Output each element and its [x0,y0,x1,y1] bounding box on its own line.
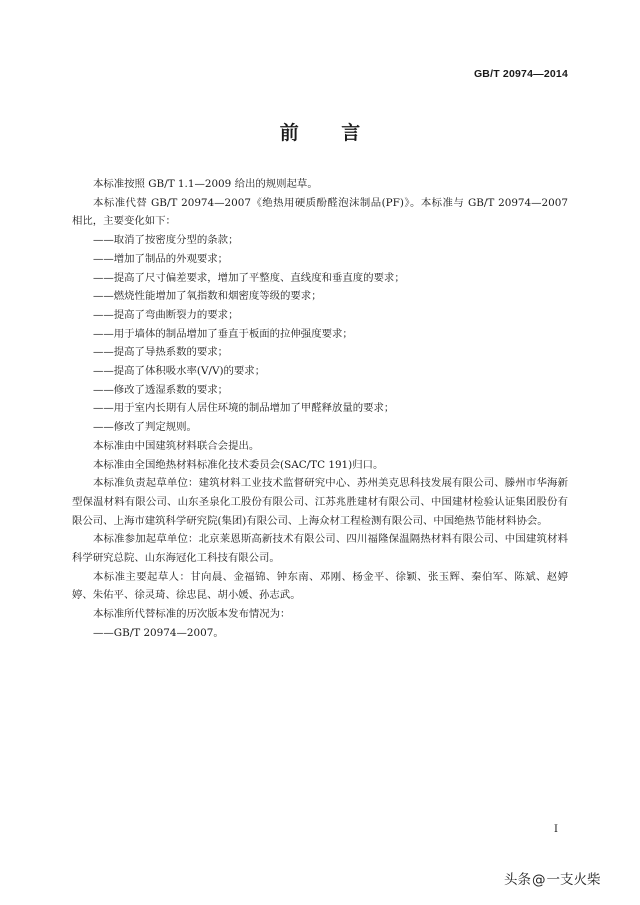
watermark-name: 一支火柴 [546,872,601,888]
paragraph-replaces: 本标准代替 GB/T 20974—2007《绝热用硬质酚醛泡沫制品(PF)》。本标准与 GB/T 20974—2007 相比，主要变化如下： [72,196,568,228]
watermark [504,868,601,888]
list-item: ——提高了导热系数的要求； [93,346,229,359]
list-item: ——取消了按密度分型的条款； [93,234,239,247]
page-title: 前 言 [279,122,379,144]
changes-list [72,231,568,437]
list-item: ——提高了体积吸水率(V/V)的要求； [93,365,266,378]
list-item: ——修改了透湿系数的要求； [93,383,229,396]
list-item: ——提高了弯曲断裂力的要求； [93,308,239,321]
paragraph-administered-by: 本标准由全国绝热材料标准化技术委员会(SAC/TC 191)归口。 [93,458,384,471]
history-item: ——GB/T 20974—2007。 [93,626,224,639]
list-item: ——用于墙体的制品增加了垂直于板面的拉伸强度要求； [93,327,353,340]
page-number: Ⅰ [554,824,558,835]
paragraph-main-drafting-units: 本标准负责起草单位：建筑材料工业技术监督研究中心、苏州美克思科技发展有限公司、滕州市华海新型保温材料有限公司、山东圣泉化工股份有限公司、江苏兆胜建材有限公司、中国建材检验认证集团股份有限公司、上海市建筑科学研究院(集团)有限公司、上海众材工程检测有限公司、中国绝热节能材料协会。 [72,477,568,527]
paragraph-history-intro: 本标准所代替标准的历次版本发布情况为： [93,608,291,621]
list-item: ——增加了制品的外观要求； [93,252,229,265]
paragraph-drafting-rules: 本标准按照 GB/T 1.1—2009 给出的规则起草。 [93,178,318,190]
paragraph-proposed-by: 本标准由中国建筑材料联合会提出。 [93,439,260,452]
paragraph-participating-units: 本标准参加起草单位：北京莱恩斯高新技术有限公司、四川福隆保温隔热材料有限公司、中国建筑材料科学研究总院、山东海冠化工科技有限公司。 [72,533,568,565]
list-item: ——提高了尺寸偏差要求，增加了平整度、直线度和垂直度的要求； [93,271,405,284]
list-item: ——用于室内长期有人居住环境的制品增加了甲醛释放量的要求； [93,402,395,415]
foreword-body [72,175,568,643]
list-item: ——燃烧性能增加了氧指数和烟密度等级的要求； [93,290,322,303]
watermark-at: @ [532,872,546,888]
watermark-prefix: 头条 [504,872,531,888]
paragraph-main-drafters: 本标准主要起草人：甘向晨、金福锦、钟东南、邓刚、杨金平、徐颖、张玉辉、秦伯军、陈斌、赵婷婷、朱佑平、徐灵琦、徐忠昆、胡小媛、孙志武。 [72,570,568,602]
standard-number: GB/T 20974—2014 [473,68,568,80]
list-item: ——修改了判定规则。 [93,421,197,434]
